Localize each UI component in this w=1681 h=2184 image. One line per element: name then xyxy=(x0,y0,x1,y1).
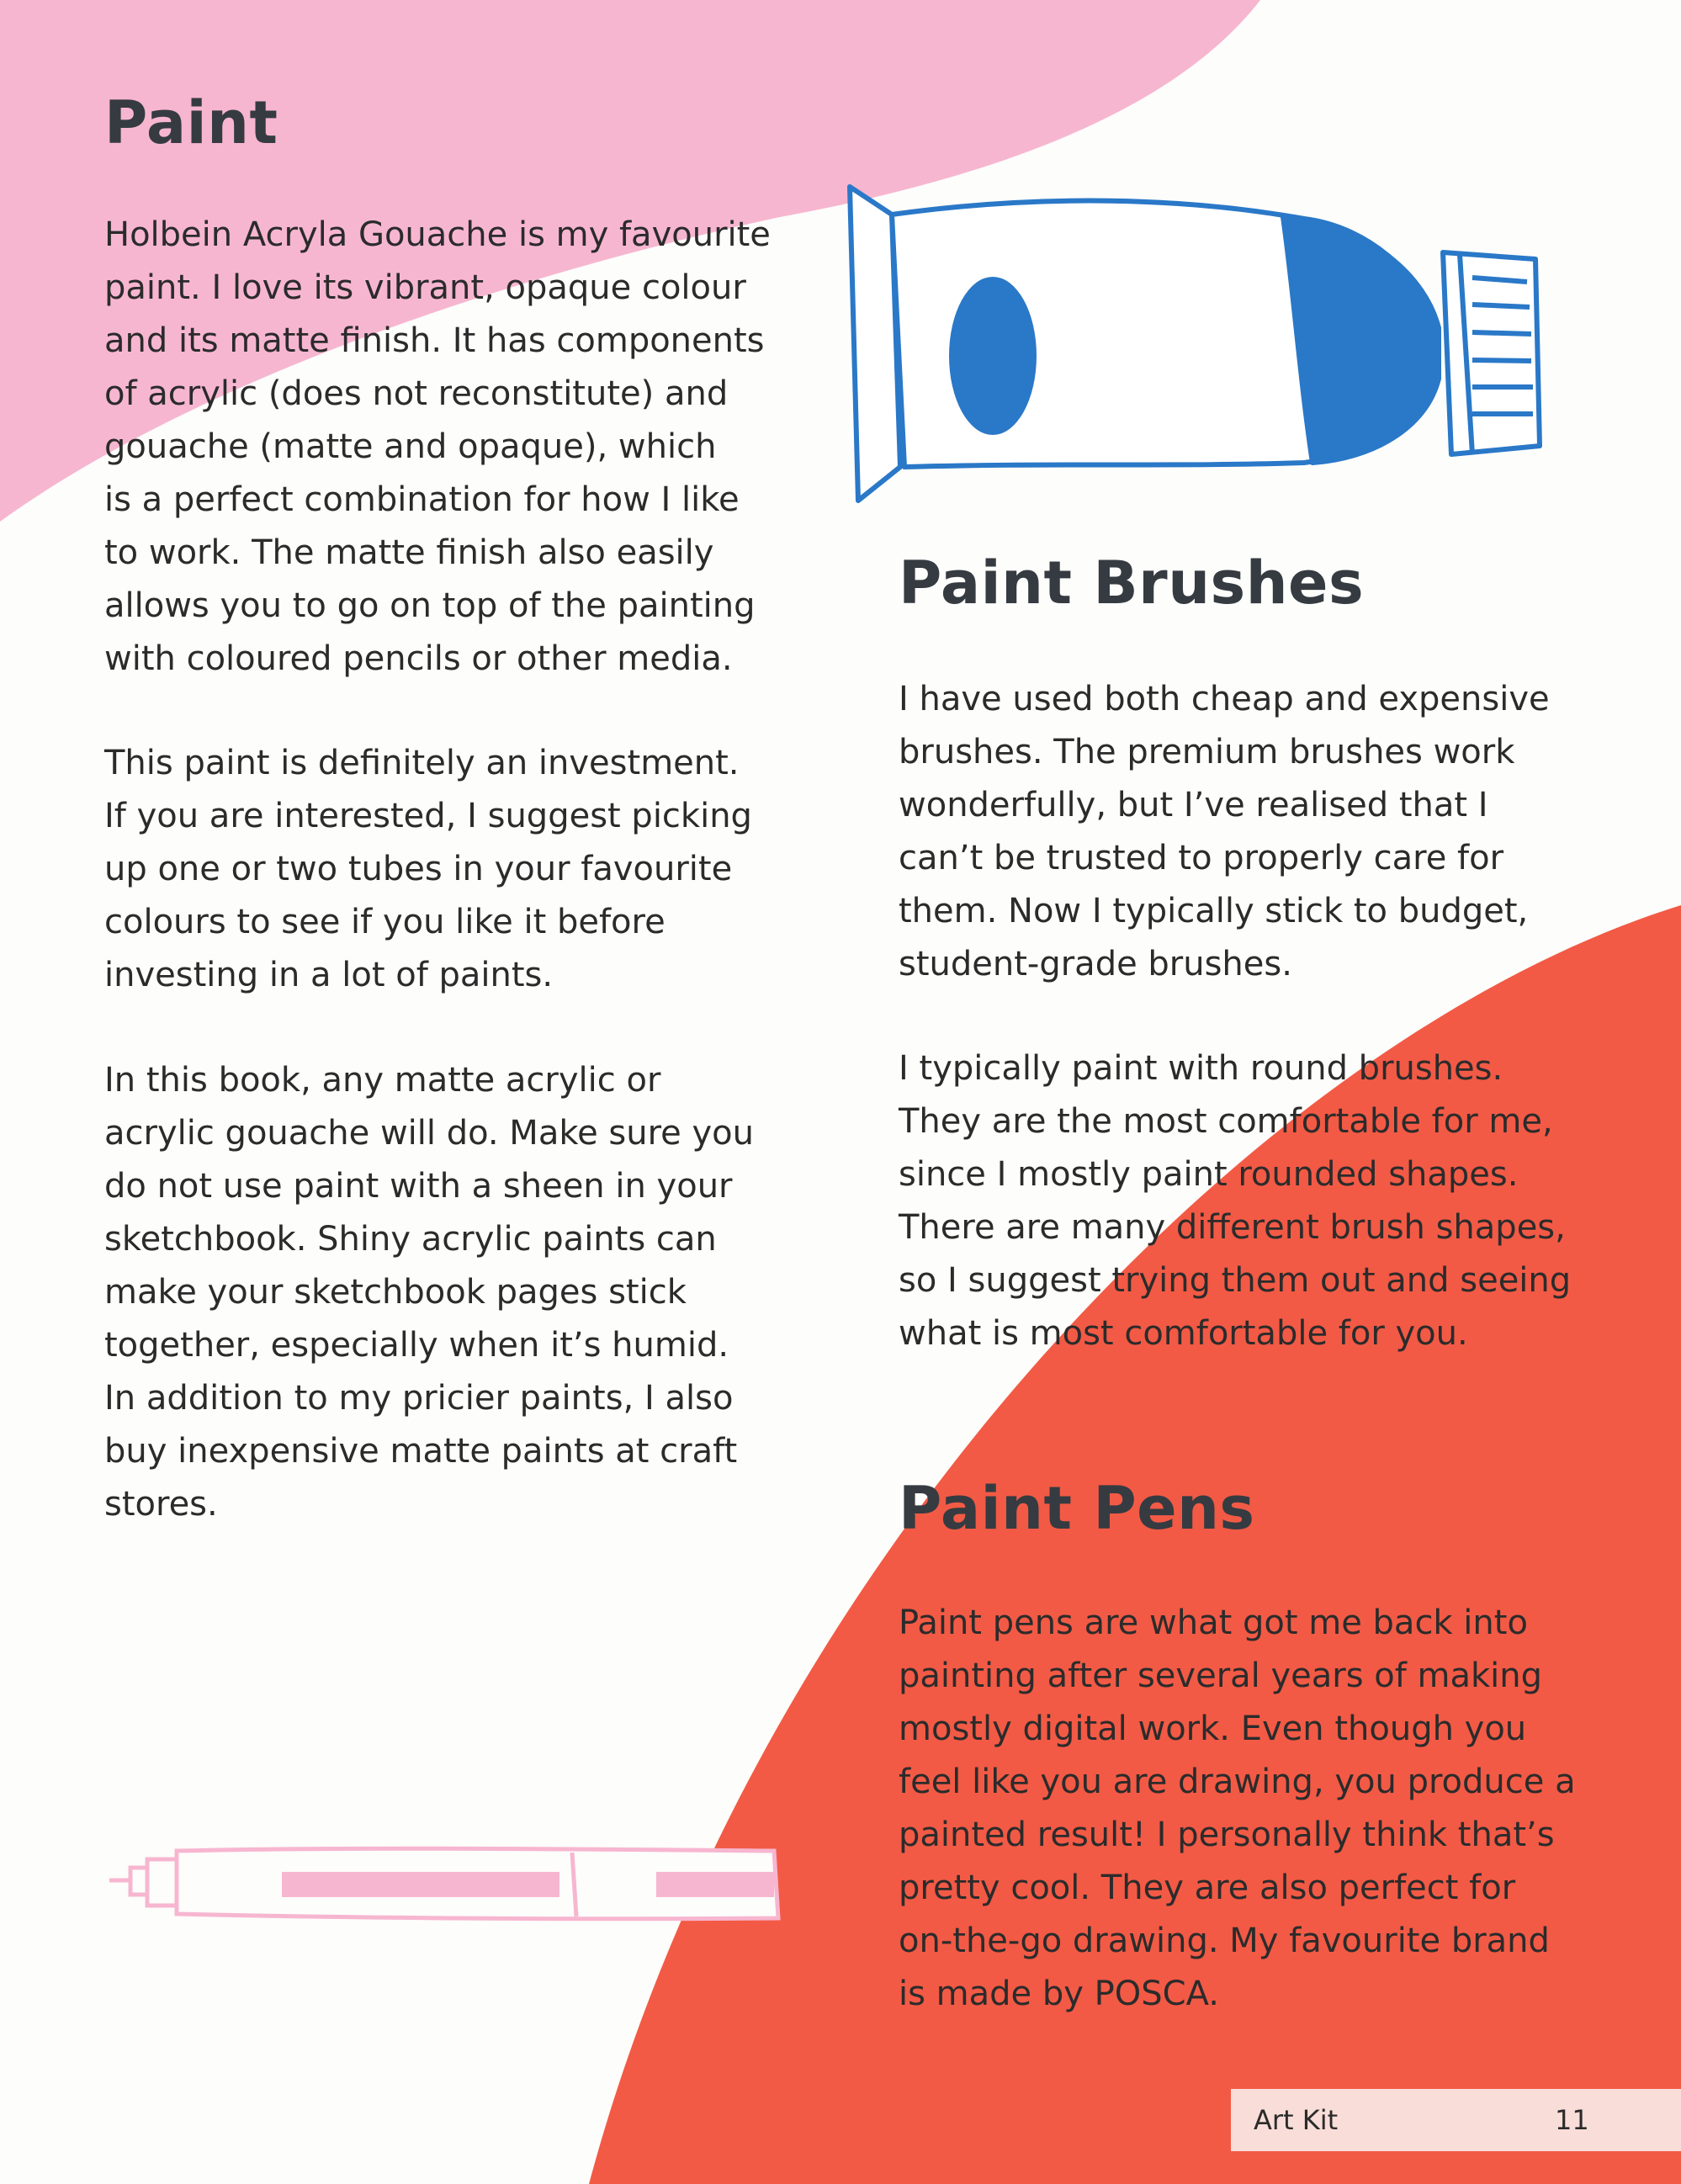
footer-page-number: 11 xyxy=(1555,2104,1589,2136)
heading-paint-brushes: Paint Brushes xyxy=(899,549,1365,618)
footer-book-title: Art Kit xyxy=(1254,2104,1339,2136)
paint-paragraph-2: This paint is definitely an investment. If you are interested, I suggest picking up one or two tubes in your favourite colours to see if you like it before investing in a lot of paints. xyxy=(104,744,752,994)
brushes-paragraph-1: I have used both cheap and expensive brushes. The premium brushes work wonderfully, but I’ve realised that I can’t be trusted to properly care for them. Now I typically stick to budget, student-grade brushes. xyxy=(899,680,1550,983)
paint-paragraph-1: Holbein Acryla Gouache is my favourite paint. I love its vibrant, opaque colour and its matte finish. It has components of acrylic (does not reconstitute) and gouache (matte and opaque), which is a perfect combination for how I like to work. The matte finish also easily allows you to go on top of the painting with coloured pencils or other media. xyxy=(104,215,771,678)
page-footer xyxy=(1231,2089,1681,2151)
paint-pen-illustration xyxy=(101,1834,791,1935)
paint-tube-illustration xyxy=(833,177,1556,513)
paint-paragraph-3: In this book, any matte acrylic or acrylic gouache will do. Make sure you do not use paint with a sheen in your sketchbook. Shiny acrylic paints can make your sketchbook pages stick together, especially when it’s humid. In addition to my pricier paints, I also buy inexpensive matte paints at craft stores. xyxy=(104,1061,754,1524)
brushes-paragraph-2: I typically paint with round brushes. They are the most comfortable for me, since I mostly paint rounded shapes. There are many different brush shapes, so I suggest trying them out and seeing what is most comfortable for you. xyxy=(899,1049,1572,1353)
heading-paint: Paint xyxy=(104,88,278,157)
pens-paragraph-1: Paint pens are what got me back into painting after several years of making mostly digital work. Even though you feel like you are drawing, you produce a painted result! I personally think that’s pretty cool. They are also perfect for on-the-go drawing. My favourite brand is made by POSCA. xyxy=(899,1604,1576,2013)
heading-paint-pens: Paint Pens xyxy=(899,1474,1255,1543)
